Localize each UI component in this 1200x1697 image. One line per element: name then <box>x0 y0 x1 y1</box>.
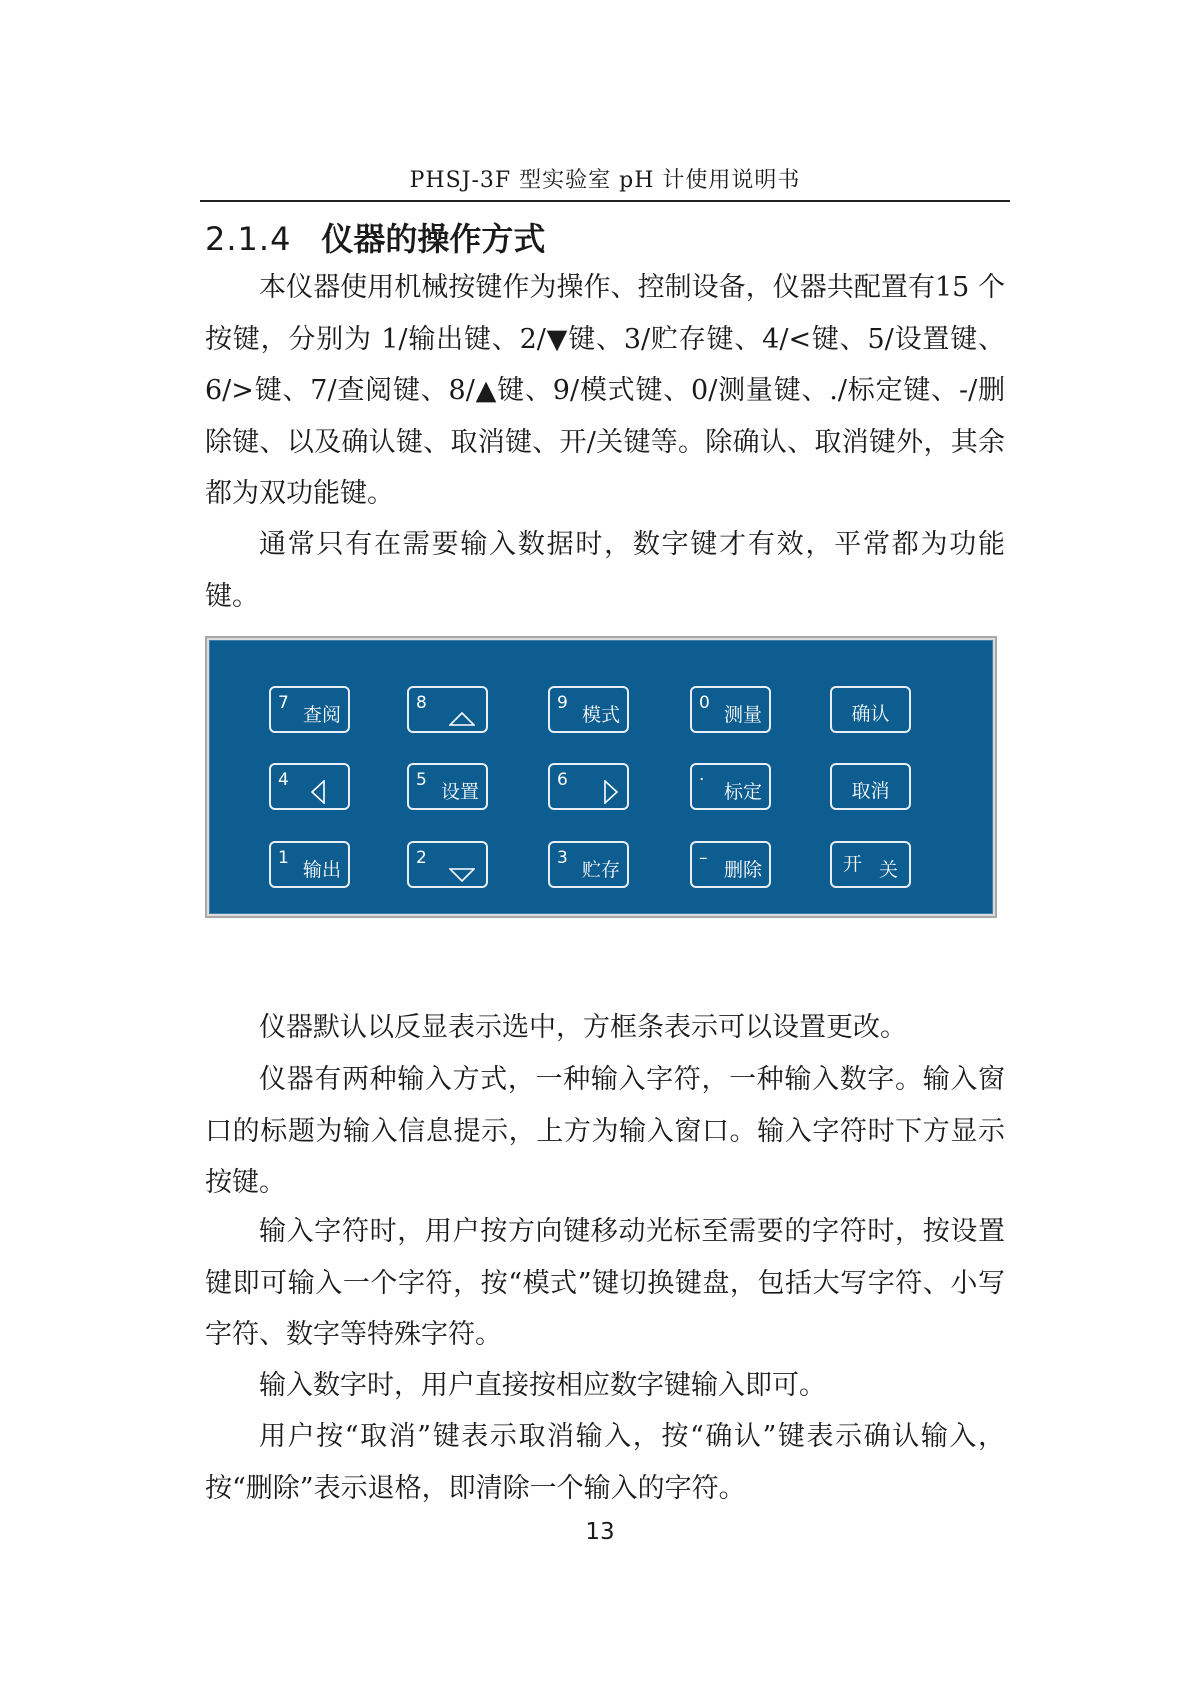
up-triangle-icon <box>449 712 475 726</box>
key-9-mode[interactable] <box>548 686 629 733</box>
key-label-on: 开 <box>843 853 863 875</box>
right-triangle-icon <box>604 780 618 804</box>
key-label: 删除 <box>723 859 762 881</box>
key-1-output[interactable] <box>269 841 350 888</box>
keypad-panel <box>209 640 993 914</box>
key-label: 标定 <box>723 781 762 803</box>
key-number: · <box>699 770 705 790</box>
key-7-view[interactable] <box>269 686 350 733</box>
header-divider <box>200 200 1010 202</box>
key-cancel[interactable] <box>830 763 911 810</box>
key-number: 7 <box>278 693 289 713</box>
section-number: 2.1.4 <box>205 220 292 258</box>
section-heading <box>205 214 545 260</box>
key-label: 测量 <box>723 704 762 726</box>
key-label: 设置 <box>440 781 479 803</box>
key-minus-delete[interactable] <box>690 841 771 888</box>
key-confirm[interactable] <box>830 686 911 733</box>
key-6-right[interactable] <box>548 763 629 810</box>
paragraph-cancel-confirm-delete: 用户按“取消”键表示取消输入，按“确认”键表示确认输入，按“删除”表示退格，即清除一个输入的字符。 <box>205 1421 1005 1504</box>
down-triangle-icon <box>449 868 475 882</box>
key-number: 1 <box>278 848 289 868</box>
key-number: 2 <box>416 848 427 868</box>
key-number: 4 <box>278 770 289 790</box>
section-title: 仪器的操作方式 <box>321 220 546 258</box>
key-number: 9 <box>557 693 568 713</box>
key-label: 模式 <box>581 704 620 726</box>
key-number: 6 <box>557 770 568 790</box>
keypad-illustration <box>205 636 997 918</box>
key-label-off: 关 <box>878 859 898 881</box>
key-2-down[interactable] <box>407 841 488 888</box>
key-power[interactable] <box>830 841 911 888</box>
document-header-title: PHSJ-3F 型实验室 pH 计使用说明书 <box>409 168 801 193</box>
key-label: 取消 <box>851 780 890 802</box>
key-dot-calibrate[interactable] <box>690 763 771 810</box>
paragraph-input-modes: 仪器有两种输入方式，一种输入字符，一种输入数字。输入窗口的标题为输入信息提示，上方为输入窗口。输入字符时下方显示按键。 <box>205 1064 1005 1198</box>
page-number: 13 <box>585 1519 615 1545</box>
key-0-measure[interactable] <box>690 686 771 733</box>
key-number: – <box>699 848 708 868</box>
key-label: 输出 <box>302 859 341 881</box>
key-number: 3 <box>557 848 568 868</box>
key-label: 查阅 <box>302 704 341 726</box>
paragraph-number-keys: 通常只有在需要输入数据时，数字键才有效，平常都为功能键。 <box>205 529 1005 612</box>
key-label: 贮存 <box>581 859 620 881</box>
key-4-left[interactable] <box>269 763 350 810</box>
paragraph-selection-display: 仪器默认以反显表示选中，方框条表示可以设置更改。 <box>259 1012 907 1043</box>
key-3-store[interactable] <box>548 841 629 888</box>
key-number: 8 <box>416 693 427 713</box>
key-8-up[interactable] <box>407 686 488 733</box>
key-label: 确认 <box>851 703 890 725</box>
paragraph-character-input: 输入字符时，用户按方向键移动光标至需要的字符时，按设置键即可输入一个字符，按“模式”键切换键盘，包括大写字符、小写字符、数字等特殊字符。 <box>205 1216 1005 1350</box>
key-number: 0 <box>699 693 710 713</box>
key-number: 5 <box>416 770 427 790</box>
paragraph-keys-overview: 本仪器使用机械按键作为操作、控制设备，仪器共配置有15 个按键，分别为 1/输出键、2/▼键、3/贮存键、4/<键、5/设置键、6/>键、7/查阅键、8/▲键、9/模式键、0/测量键、./标定键、-/删除键、以及确认键、取消键、开/关键等。除确认、取消键外，其余都为双功能键。 <box>205 272 1005 509</box>
key-5-settings[interactable] <box>407 763 488 810</box>
left-triangle-icon <box>311 780 325 804</box>
paragraph-number-input: 输入数字时，用户直接按相应数字键输入即可。 <box>259 1370 826 1401</box>
